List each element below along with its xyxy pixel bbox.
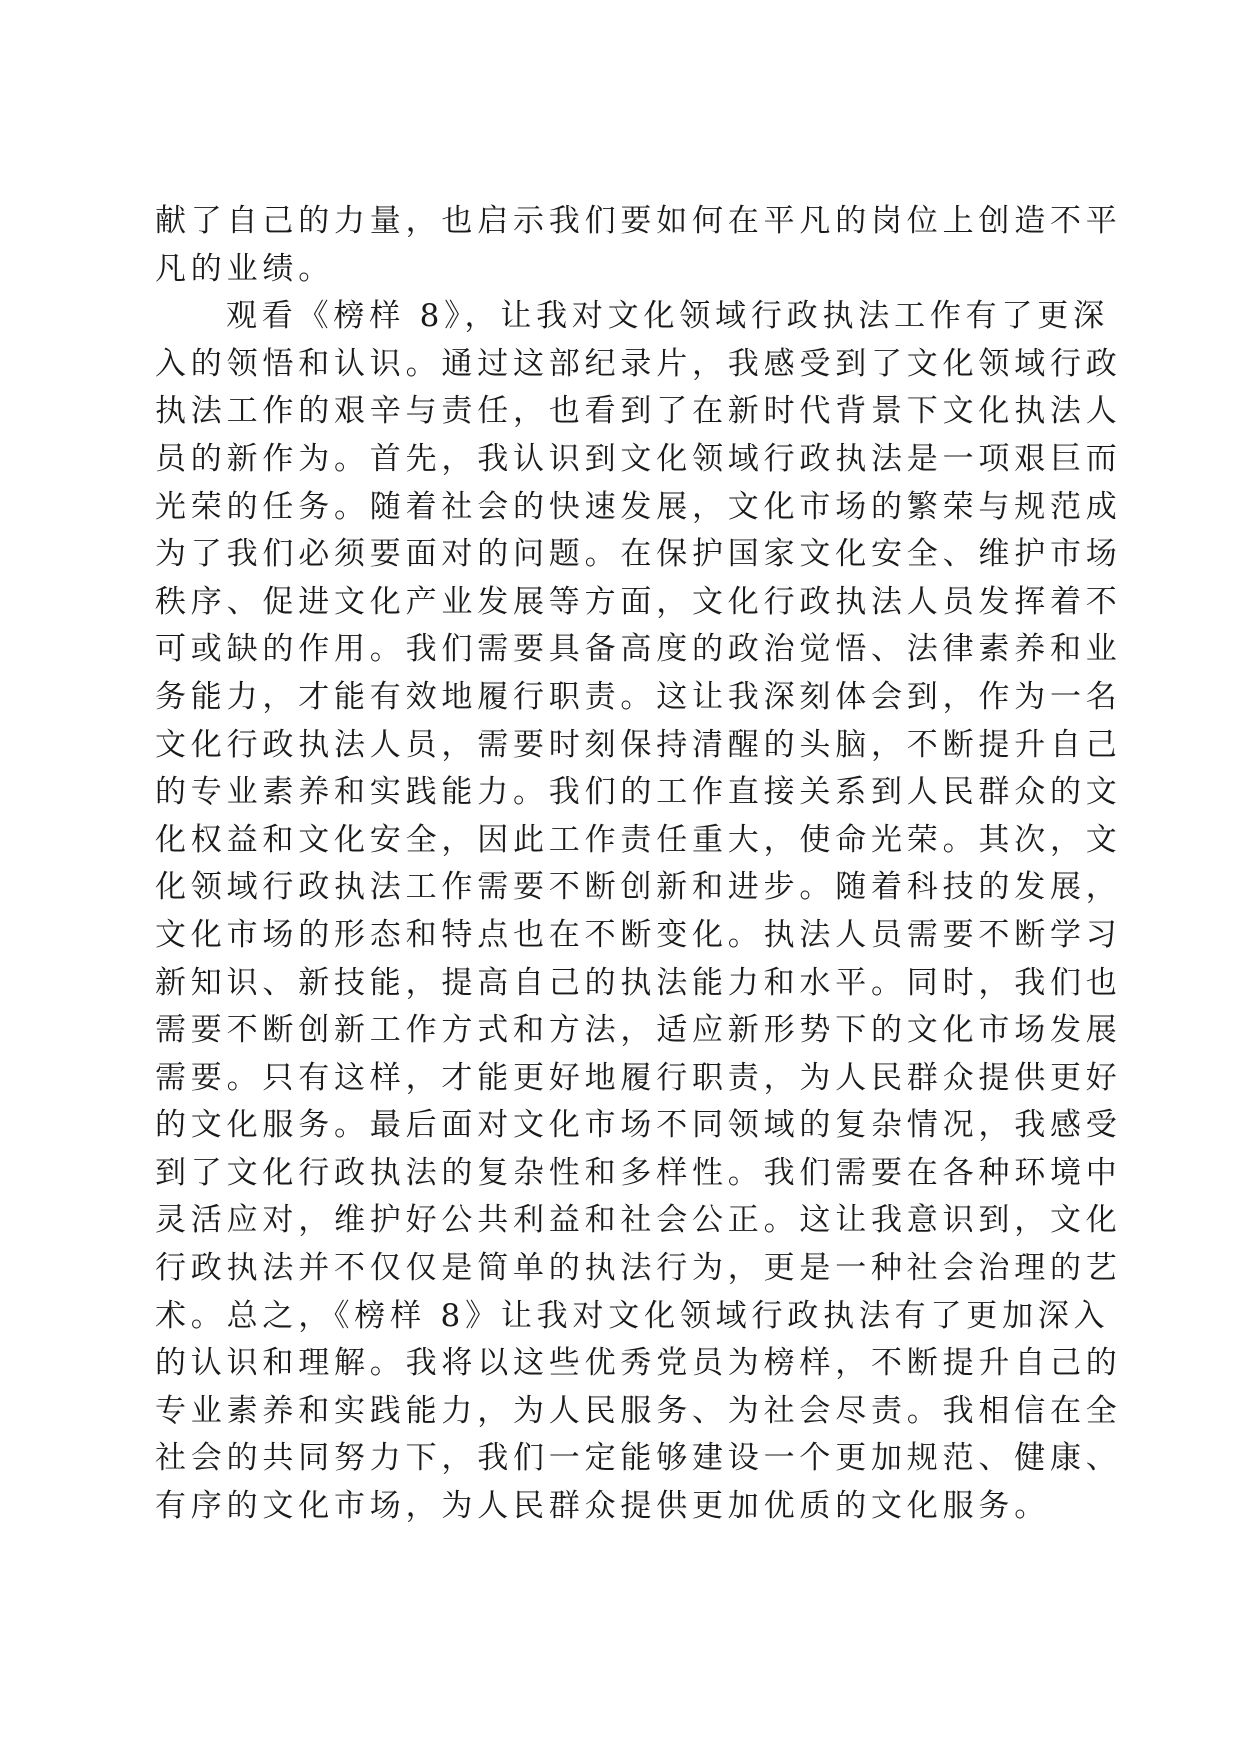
text-line: 化权益和文化安全，因此工作责任重大，使命光荣。其次，文 (155, 821, 1122, 858)
text-line: 的认识和理解。我将以这些优秀党员为榜样，不断提升自己的 (155, 1345, 1122, 1382)
text-line: 化领域行政执法工作需要不断创新和进步。随着科技的发展， (155, 869, 1122, 906)
text-line: 需要不断创新工作方式和方法，适应新形势下的文化市场发展 (155, 1012, 1122, 1049)
text-line-first: 观看《榜样 8》，让我对文化领域行政执法工作有了更深 (226, 298, 1109, 335)
text-line: 文化市场的形态和特点也在不断变化。执法人员需要不断学习 (155, 916, 1122, 953)
text-line: 专业素养和实践能力，为人民服务、为社会尽责。我相信在全 (155, 1392, 1122, 1429)
text-line: 的文化服务。最后面对文化市场不同领域的复杂情况，我感受 (155, 1107, 1122, 1144)
text-line: 凡的业绩。 (155, 250, 334, 287)
text-line: 执法工作的艰辛与责任，也看到了在新时代背景下文化执法人 (155, 393, 1122, 430)
paragraph-2 (155, 293, 1122, 1530)
body-text (155, 198, 1122, 1531)
paragraph-1 (155, 198, 1122, 293)
text-line: 入的领悟和认识。通过这部纪录片，我感受到了文化领域行政 (155, 345, 1122, 382)
text-line: 社会的共同努力下，我们一定能够建设一个更加规范、健康、 (155, 1440, 1122, 1477)
text-line: 的专业素养和实践能力。我们的工作直接关系到人民群众的文 (155, 774, 1122, 811)
text-line: 献了自己的力量，也启示我们要如何在平凡的岗位上创造不平 (155, 203, 1122, 239)
text-line: 灵活应对，维护好公共利益和社会公正。这让我意识到，文化 (155, 1202, 1122, 1239)
text-line: 行政执法并不仅仅是简单的执法行为，更是一种社会治理的艺 (155, 1250, 1122, 1287)
text-line: 务能力，才能有效地履行职责。这让我深刻体会到，作为一名 (155, 678, 1122, 715)
text-line: 需要。只有这样，才能更好地履行职责，为人民群众提供更好 (155, 1059, 1122, 1096)
text-line: 文化行政执法人员，需要时刻保持清醒的头脑，不断提升自己 (155, 726, 1122, 763)
text-line: 术。总之，《榜样 8》让我对文化领域行政执法有了更加深入 (155, 1297, 1110, 1334)
text-line: 秩序、促进文化产业发展等方面，文化行政执法人员发挥着不 (155, 583, 1122, 620)
text-line: 员的新作为。首先，我认识到文化领域行政执法是一项艰巨而 (155, 440, 1122, 477)
text-line: 为了我们必须要面对的问题。在保护国家文化安全、维护市场 (155, 536, 1122, 573)
text-line: 有序的文化市场，为人民群众提供更加优质的文化服务。 (155, 1488, 1050, 1525)
text-line: 可或缺的作用。我们需要具备高度的政治觉悟、法律素养和业 (155, 631, 1122, 668)
text-line: 光荣的任务。随着社会的快速发展，文化市场的繁荣与规范成 (155, 488, 1122, 525)
text-line: 到了文化行政执法的复杂性和多样性。我们需要在各种环境中 (155, 1154, 1122, 1191)
text-line: 新知识、新技能，提高自己的执法能力和水平。同时，我们也 (155, 964, 1122, 1001)
